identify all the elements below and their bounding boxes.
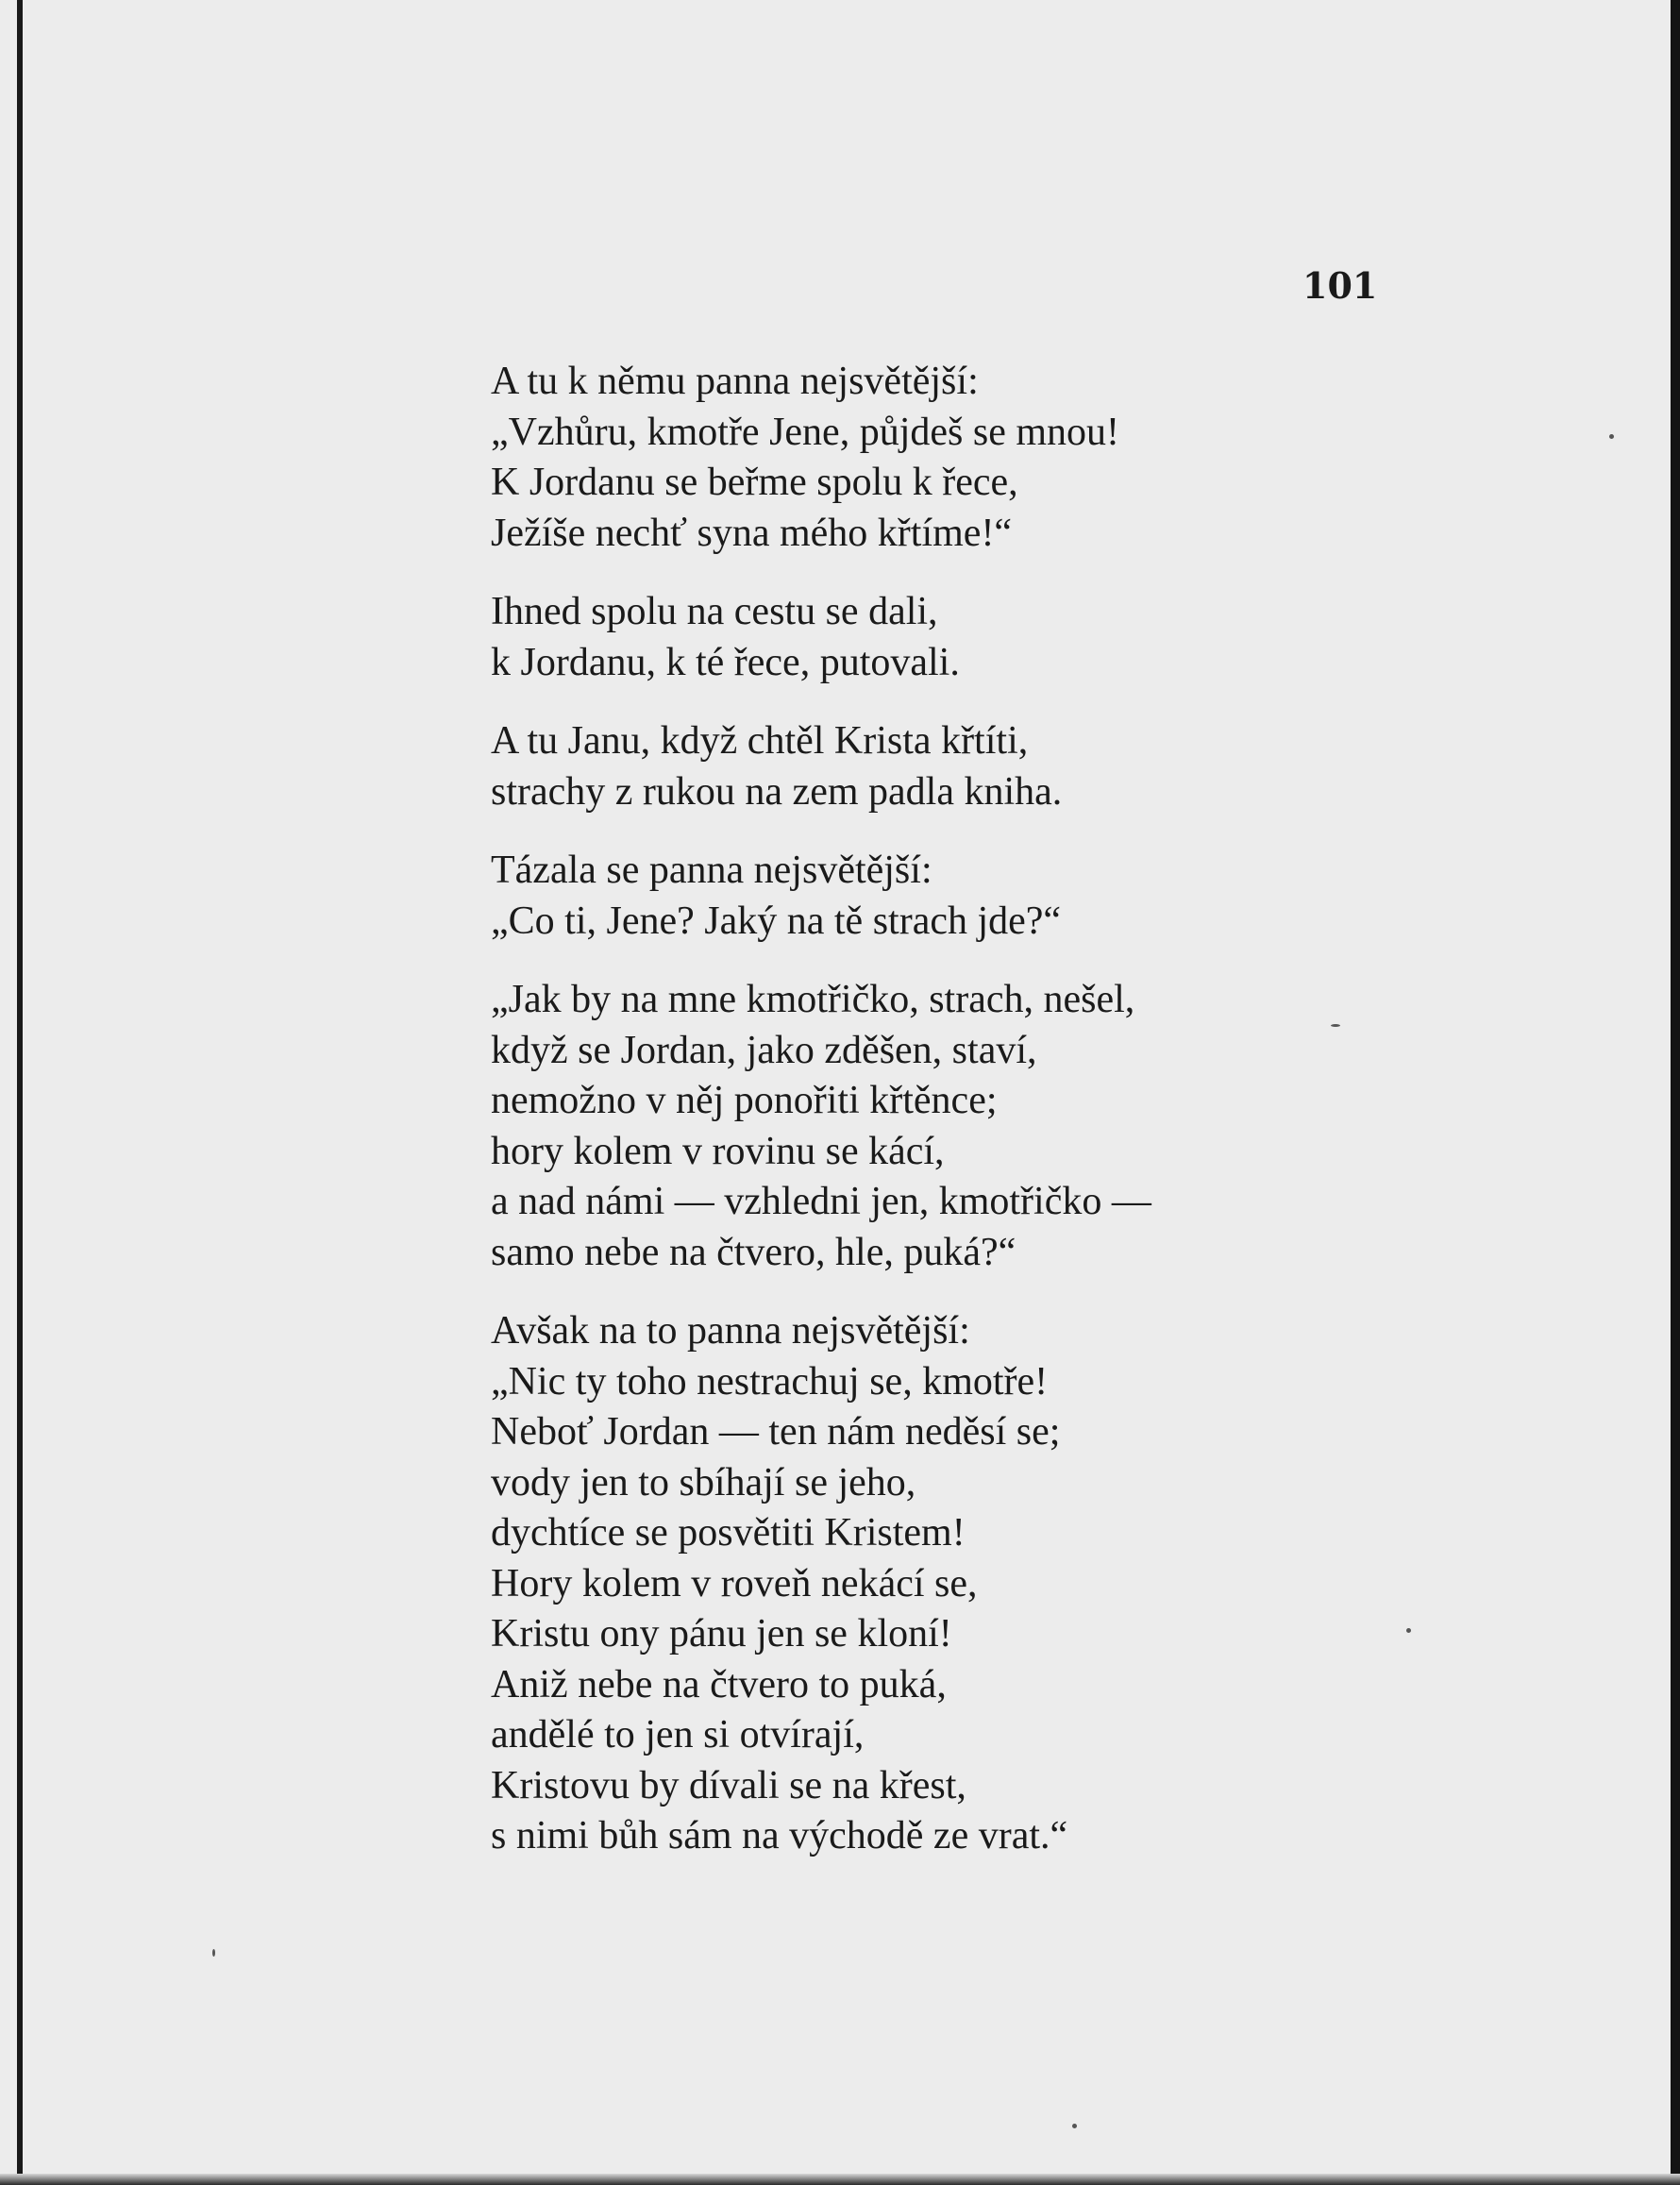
poem-line: „Vzhůru, kmotře Jene, půjdeš se mnou! [491, 410, 1119, 454]
poem-line: Ihned spolu na cestu se dali, [491, 590, 938, 633]
poem-line: Kristu ony pánu jen se kloní! [491, 1612, 952, 1656]
binding-edge [17, 0, 23, 2185]
paper-speck [1072, 2124, 1077, 2128]
poem-line: dychtíce se posvětiti Kristem! [491, 1511, 966, 1555]
poem-line: „Jak by na mne kmotřičko, strach, nešel, [491, 978, 1135, 1021]
stanza [491, 587, 1302, 688]
poem-line: A tu k němu panna nejsvětější: [491, 360, 979, 403]
page-bottom-edge [0, 2174, 1680, 2185]
poem-line: a nad námi — vzhledni jen, kmotřičko — [491, 1180, 1151, 1223]
poem-text [491, 357, 1302, 1891]
stanza [491, 975, 1302, 1278]
poem-line: vody jen to sbíhají se jeho, [491, 1460, 916, 1504]
page-right-edge [1671, 0, 1680, 2185]
poem-line: Tázala se panna nejsvětější: [491, 849, 932, 892]
poem-line: nemožno v něj ponořiti křtěnce; [491, 1079, 998, 1122]
paper-speck [1331, 1024, 1340, 1027]
poem-line: „Nic ty toho nestrachuj se, kmotře! [491, 1359, 1049, 1403]
poem-line: Avšak na to panna nejsvětější: [491, 1309, 970, 1353]
poem-line: Aniž nebe na čtvero to puká, [491, 1662, 947, 1706]
poem-line: andělé to jen si otvírají, [491, 1713, 865, 1756]
paper-speck [1609, 434, 1614, 439]
paper-speck [1406, 1628, 1411, 1633]
stanza [491, 357, 1302, 559]
stanza [491, 846, 1302, 947]
poem-line: Neboť Jordan — ten nám neděsí se; [491, 1410, 1061, 1454]
poem-line: K Jordanu se beřme spolu k řece, [491, 461, 1018, 504]
poem-line: Ježíše nechť syna mého křtíme!“ [491, 511, 1013, 555]
poem-line: Kristovu by dívali se na křest, [491, 1763, 966, 1807]
page-number: 101 [1302, 264, 1378, 307]
poem-line: samo nebe na čtvero, hle, puká?“ [491, 1230, 1016, 1274]
poem-line: A tu Janu, když chtěl Krista křtíti, [491, 719, 1029, 763]
poem-line: s nimi bůh sám na východě ze vrat.“ [491, 1814, 1068, 1857]
stanza [491, 716, 1302, 817]
paper-speck [212, 1949, 215, 1957]
poem-line: k Jordanu, k té řece, putovali. [491, 640, 960, 684]
poem-line: „Co ti, Jene? Jaký na tě strach jde?“ [491, 899, 1062, 943]
poem-line: strachy z rukou na zem padla kniha. [491, 769, 1063, 814]
stanza [491, 1306, 1302, 1862]
poem-line: Hory kolem v roveň nekácí se, [491, 1561, 978, 1605]
poem-line: když se Jordan, jako zděšen, staví, [491, 1028, 1037, 1072]
poem-line: hory kolem v rovinu se kácí, [491, 1129, 945, 1173]
